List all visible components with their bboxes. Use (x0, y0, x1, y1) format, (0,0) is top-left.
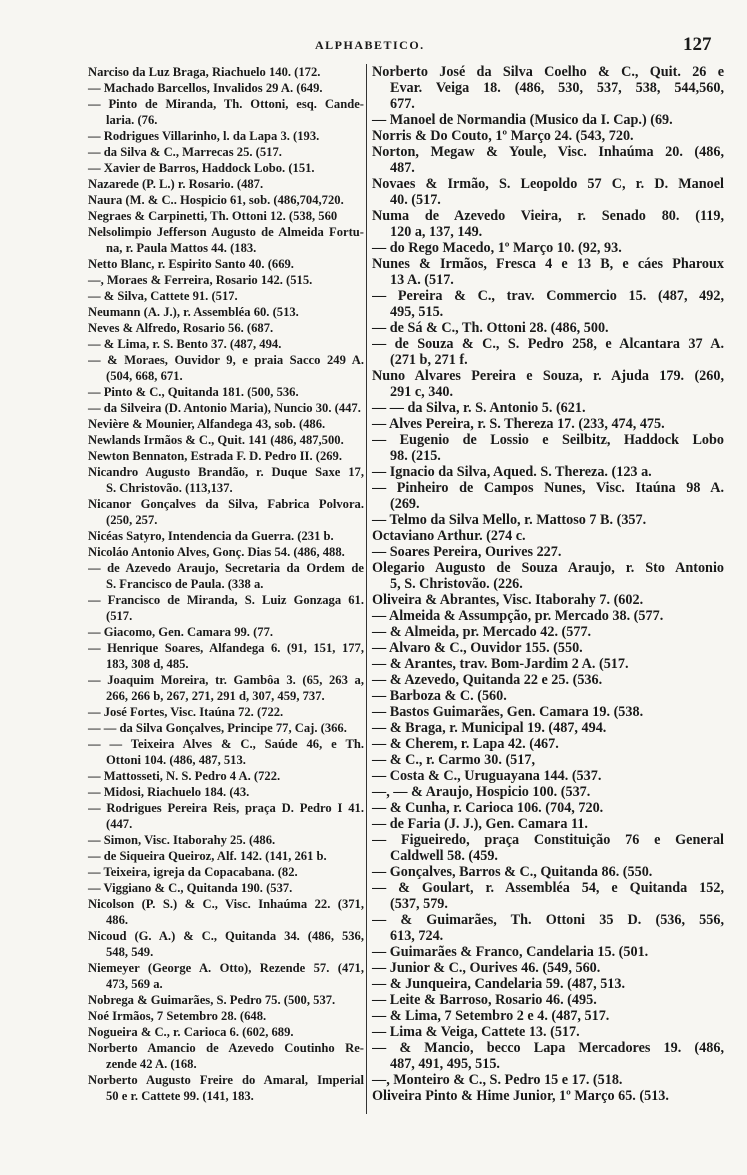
entry-line: — & Lima, r. S. Bento 37. (487, 494. (88, 337, 282, 351)
entry-line: — & Goulart, r. Assembléa 54, e Quitanda 152, (372, 880, 724, 896)
entry-line: Neumann (A. J.), r. Assembléa 60. (513. (88, 305, 299, 319)
entry-continuation-line: 266, 266 b, 267, 271, 291 d, 307, 459, 737. (106, 689, 325, 703)
directory-entry (372, 144, 724, 176)
entry-line: Nevière & Mounier, Alfandega 43, sob. (486. (88, 417, 326, 431)
entry-line: — Pinto de Miranda, Th. Ottoni, esq. Cande- (88, 97, 364, 111)
entry-line: Nobrega & Guimarães, S. Pedro 75. (500, 537. (88, 993, 336, 1007)
directory-entry (372, 608, 724, 624)
entry-line: — Simon, Visc. Itaborahy 25. (486. (88, 833, 276, 847)
directory-entry (88, 352, 364, 384)
entry-line: — & Braga, r. Municipal 19. (487, 494. (372, 720, 607, 736)
directory-entry (372, 880, 724, 912)
entry-continuation-line: 677. (390, 96, 415, 112)
entry-line: Negraes & Carpinetti, Th. Ottoni 12. (538, 560 (88, 209, 338, 223)
entry-line: — Rodrigues Pereira Reis, praça D. Pedro I 41. (88, 801, 364, 815)
directory-entry (88, 384, 364, 400)
entry-line: — — da Silva Gonçalves, Principe 77, Caj. (366. (88, 721, 347, 735)
entry-line: Nicolson (P. S.) & C., Visc. Inhaúma 22. (371, (88, 897, 364, 911)
entry-line: — de Faria (J. J.), Gen. Camara 11. (372, 816, 588, 832)
directory-entry (372, 416, 724, 432)
directory-entry (372, 992, 724, 1008)
entry-line: Octaviano Arthur. (274 c. (372, 528, 526, 544)
directory-entry (88, 448, 364, 464)
entry-line: — Guimarães & Franco, Candelaria 15. (501. (372, 944, 649, 960)
entry-continuation-line: Caldwell 58. (459. (390, 848, 498, 864)
entry-line: — Viggiano & C., Quitanda 190. (537. (88, 881, 293, 895)
directory-entry (372, 208, 724, 240)
directory-entry (88, 80, 364, 96)
entry-line: — Lima & Veiga, Cattete 13. (517. (372, 1024, 580, 1040)
directory-entry (88, 64, 364, 80)
entry-line: Nogueira & C., r. Carioca 6. (602, 689. (88, 1025, 294, 1039)
entry-line: — Alves Pereira, r. S. Thereza 17. (233, 474, 475. (372, 416, 665, 432)
directory-entry (88, 1072, 364, 1104)
directory-entry (88, 224, 364, 256)
entry-line: — Teixeira, igreja da Copacabana. (82. (88, 865, 298, 879)
entry-line: Norberto Amancio de Azevedo Coutinho Re- (88, 1041, 364, 1055)
directory-entry (88, 784, 364, 800)
directory-entry (88, 336, 364, 352)
directory-entry (372, 752, 724, 768)
entry-line: — da Silveira (D. Antonio Maria), Nuncio 30. (447. (88, 401, 361, 415)
entry-line: — Mattosseti, N. S. Pedro 4 A. (722. (88, 769, 281, 783)
entry-line: — & Almeida, pr. Mercado 42. (577. (372, 624, 592, 640)
directory-entry (88, 432, 364, 448)
entry-continuation-line: 291 c, 340. (390, 384, 454, 400)
directory-entry (88, 192, 364, 208)
entry-continuation-line: 120 a, 137, 149. (390, 224, 483, 240)
entry-continuation-line: (447. (106, 817, 133, 831)
entry-line: — do Rego Macedo, 1º Março 10. (92, 93. (372, 240, 622, 256)
directory-entry (88, 832, 364, 848)
directory-entry (372, 240, 724, 256)
directory-entry (88, 592, 364, 624)
entry-continuation-line: 613, 724. (390, 928, 444, 944)
entry-line: Noé Irmãos, 7 Setembro 28. (648. (88, 1009, 267, 1023)
directory-entry (88, 1024, 364, 1040)
entry-continuation-line: (537, 579. (390, 896, 448, 912)
entry-line: Niemeyer (George A. Otto), Rezende 57. (471, (88, 961, 364, 975)
directory-entry (88, 960, 364, 992)
entry-line: — Bastos Guimarães, Gen. Camara 19. (538. (372, 704, 644, 720)
entry-continuation-line: 473, 569 a. (106, 977, 163, 991)
directory-entry (88, 768, 364, 784)
directory-entry (88, 528, 364, 544)
entry-line: Norberto Augusto Freire do Amaral, Imperial (88, 1073, 364, 1087)
entry-continuation-line: 486. (106, 913, 129, 927)
directory-entry (372, 832, 724, 864)
directory-entry (88, 1008, 364, 1024)
directory-entry (372, 800, 724, 816)
entry-line: — de Souza & C., S. Pedro 258, e Alcantara 37 A. (372, 336, 724, 352)
entry-continuation-line: 13 A. (517. (390, 272, 454, 288)
entry-continuation-line: 50 e r. Cattete 99. (141, 183. (106, 1089, 254, 1103)
directory-entry (88, 208, 364, 224)
entry-line: — & Cunha, r. Carioca 106. (704, 720. (372, 800, 604, 816)
entry-line: — Alvaro & C., Ouvidor 155. (550. (372, 640, 583, 656)
entry-continuation-line: 183, 308 d, 485. (106, 657, 189, 671)
directory-entry (88, 272, 364, 288)
entry-line: Nicandro Augusto Brandão, r. Duque Saxe 17, (88, 465, 364, 479)
entry-line: —, Monteiro & C., S. Pedro 15 e 17. (518. (372, 1072, 623, 1088)
entry-line: — & Junqueira, Candelaria 59. (487, 513. (372, 976, 626, 992)
entry-line: — Almeida & Assumpção, pr. Mercado 38. (577. (372, 608, 664, 624)
directory-entry (372, 256, 724, 288)
directory-entry (88, 800, 364, 832)
entry-line: —, Moraes & Ferreira, Rosario 142. (515. (88, 273, 313, 287)
directory-entry (372, 1008, 724, 1024)
directory-entry (88, 464, 364, 496)
entry-line: — & Moraes, Ouvidor 9, e praia Sacco 249 A. (88, 353, 364, 367)
page-number: 127 (683, 34, 712, 55)
entry-line: Norris & Do Couto, 1º Março 24. (543, 720. (372, 128, 634, 144)
directory-entry (372, 816, 724, 832)
directory-entry (372, 784, 724, 800)
directory-entry (372, 704, 724, 720)
directory-entry (372, 736, 724, 752)
directory-entry (88, 256, 364, 272)
directory-entry (88, 928, 364, 960)
entry-line: — de Azevedo Araujo, Secretaria da Ordem de (88, 561, 364, 575)
entry-line: —, — & Araujo, Hospicio 100. (537. (372, 784, 591, 800)
entry-continuation-line: S. Christovão. (113,137. (106, 481, 233, 495)
directory-entry (372, 64, 724, 112)
directory-entry (372, 512, 724, 528)
entry-line: — Gonçalves, Barros & C., Quitanda 86. (550. (372, 864, 653, 880)
entry-line: Nuno Alvares Pereira e Souza, r. Ajuda 179. (260, (372, 368, 724, 384)
right-column (372, 64, 724, 1104)
entry-line: — da Silva & C., Marrecas 25. (517. (88, 145, 282, 159)
directory-entry (372, 336, 724, 368)
directory-entry (372, 864, 724, 880)
entry-line: — Pinto & C., Quitanda 181. (500, 536. (88, 385, 299, 399)
directory-entry (88, 128, 364, 144)
directory-entry (88, 288, 364, 304)
column-divider (366, 64, 367, 1114)
directory-entry (88, 880, 364, 896)
directory-entry (88, 160, 364, 176)
entry-line: Nunes & Irmãos, Fresca 4 e 13 B, e cáes Pharoux (372, 256, 724, 272)
entry-line: — & Azevedo, Quitanda 22 e 25. (536. (372, 672, 603, 688)
directory-entry (372, 768, 724, 784)
directory-entry (372, 544, 724, 560)
directory-entry (88, 144, 364, 160)
entry-line: Nicanor Gonçalves da Silva, Fabrica Polvora. (88, 497, 364, 511)
entry-line: — Junior & C., Ourives 46. (549, 560. (372, 960, 601, 976)
entry-line: — Costa & C., Uruguayana 144. (537. (372, 768, 602, 784)
entry-line: — Ignacio da Silva, Aqued. S. Thereza. (123 a. (372, 464, 652, 480)
entry-line: — Leite & Barroso, Rosario 46. (495. (372, 992, 597, 1008)
directory-entry (88, 672, 364, 704)
entry-line: — Rodrigues Villarinho, l. da Lapa 3. (193. (88, 129, 320, 143)
entry-line: — & Guimarães, Th. Ottoni 35 D. (536, 556, (372, 912, 724, 928)
directory-entry (88, 544, 364, 560)
entry-line: Newton Bennaton, Estrada F. D. Pedro II. (269. (88, 449, 342, 463)
entry-continuation-line: (517. (106, 609, 133, 623)
directory-entry (372, 464, 724, 480)
entry-line: Nicoud (G. A.) & C., Quitanda 34. (486, 536, (88, 929, 364, 943)
directory-entry (372, 672, 724, 688)
entry-line: — & Lima, 7 Setembro 2 e 4. (487, 517. (372, 1008, 610, 1024)
directory-entry (372, 624, 724, 640)
entry-line: Nazarede (P. L.) r. Rosario. (487. (88, 177, 264, 191)
directory-entry (372, 432, 724, 464)
entry-continuation-line: 40. (517. (390, 192, 441, 208)
entry-continuation-line: Evar. Veiga 18. (486, 530, 537, 538, 544,560, (390, 80, 724, 96)
entry-line: — Machado Barcellos, Invalidos 29 A. (649. (88, 81, 323, 95)
entry-line: — José Fortes, Visc. Itaúna 72. (722. (88, 705, 284, 719)
directory-entry (88, 416, 364, 432)
directory-entry (88, 304, 364, 320)
entry-continuation-line: 495, 515. (390, 304, 444, 320)
directory-entry (88, 560, 364, 592)
entry-continuation-line: S. Francisco de Paula. (338 a. (106, 577, 264, 591)
directory-entry (88, 624, 364, 640)
directory-entry (372, 528, 724, 544)
directory-entry (372, 128, 724, 144)
entry-line: — Henrique Soares, Alfandega 6. (91, 151, 177, (88, 641, 364, 655)
entry-continuation-line: (250, 257. (106, 513, 158, 527)
entry-line: Norton, Megaw & Youle, Visc. Inhaúma 20. (486, (372, 144, 724, 160)
entry-line: Olegario Augusto de Souza Araujo, r. Sto Antonio (372, 560, 724, 576)
directory-entry (372, 592, 724, 608)
entry-line: Norberto José da Silva Coelho & C., Quit. 26 e (372, 64, 724, 80)
entry-line: — Telmo da Silva Mello, r. Mattoso 7 B. (357. (372, 512, 647, 528)
entry-line: — Barboza & C. (560. (372, 688, 507, 704)
entry-line: — Giacomo, Gen. Camara 99. (77. (88, 625, 274, 639)
directory-entry (88, 96, 364, 128)
entry-line: — — Teixeira Alves & C., Saúde 46, e Th. (88, 737, 364, 751)
directory-entry (372, 560, 724, 592)
entry-line: Neves & Alfredo, Rosario 56. (687. (88, 321, 274, 335)
entry-line: — Soares Pereira, Ourives 227. (372, 544, 562, 560)
directory-entry (88, 704, 364, 720)
directory-entry (372, 960, 724, 976)
directory-entry (88, 320, 364, 336)
entry-line: Nicéas Satyro, Intendencia da Guerra. (231 b. (88, 529, 334, 543)
left-column (88, 64, 364, 1104)
directory-entry (372, 320, 724, 336)
running-header: ALPHABETICO. (315, 38, 425, 52)
entry-continuation-line: 98. (215. (390, 448, 441, 464)
directory-entry (88, 176, 364, 192)
directory-entry (372, 688, 724, 704)
entry-line: — & Cherem, r. Lapa 42. (467. (372, 736, 559, 752)
directory-entry (372, 944, 724, 960)
entry-line: Nelsolimpio Jefferson Augusto de Almeida Fortu- (88, 225, 364, 239)
entry-line: Oliveira Pinto & Hime Junior, 1º Março 65. (513. (372, 1088, 669, 1104)
entry-continuation-line: 487. (390, 160, 415, 176)
directory-entry (372, 176, 724, 208)
entry-continuation-line: laria. (76. (106, 113, 158, 127)
entry-line: Novaes & Irmão, S. Leopoldo 57 C, r. D. Manoel (372, 176, 724, 192)
directory-entry (372, 1040, 724, 1072)
directory-entry (372, 912, 724, 944)
entry-continuation-line: (269. (390, 496, 420, 512)
entry-line: — Eugenio de Lossio e Seilbitz, Haddock Lobo (372, 432, 724, 448)
entry-continuation-line: 5, S. Christovão. (226. (390, 576, 523, 592)
directory-entry (372, 368, 724, 400)
directory-entry (88, 640, 364, 672)
entry-line: Newlands Irmãos & C., Quit. 141 (486, 487,500. (88, 433, 344, 447)
directory-entry (88, 992, 364, 1008)
entry-line: — de Sá & C., Th. Ottoni 28. (486, 500. (372, 320, 609, 336)
directory-entry (88, 896, 364, 928)
entry-line: — Midosi, Riachuelo 184. (43. (88, 785, 250, 799)
directory-entry (372, 640, 724, 656)
entry-line: — & Arantes, trav. Bom-Jardim 2 A. (517. (372, 656, 629, 672)
directory-entry (88, 848, 364, 864)
entry-continuation-line: Ottoni 104. (486, 487, 513. (106, 753, 246, 767)
directory-entry (88, 864, 364, 880)
entry-continuation-line: (504, 668, 671. (106, 369, 183, 383)
entry-line: Naura (M. & C.. Hospicio 61, sob. (486,704,720. (88, 193, 344, 207)
entry-line: — Manoel de Normandia (Musico da I. Cap.) (69. (372, 112, 673, 128)
entry-line: — & C., r. Carmo 30. (517, (372, 752, 536, 768)
entry-line: — & Mancio, becco Lapa Mercadores 19. (486, (372, 1040, 724, 1056)
entry-continuation-line: zende 42 A. (168. (106, 1057, 197, 1071)
directory-entry (372, 480, 724, 512)
directory-entry (372, 1088, 724, 1104)
directory-entry (88, 720, 364, 736)
directory-entry (372, 288, 724, 320)
entry-line: — Xavier de Barros, Haddock Lobo. (151. (88, 161, 315, 175)
directory-entry (372, 720, 724, 736)
entry-continuation-line: 548, 549. (106, 945, 154, 959)
directory-entry (372, 976, 724, 992)
directory-entry (372, 1072, 724, 1088)
directory-entry (88, 1040, 364, 1072)
entry-line: Narciso da Luz Braga, Riachuelo 140. (172. (88, 65, 321, 79)
entry-line: — de Siqueira Queiroz, Alf. 142. (141, 261 b. (88, 849, 327, 863)
entry-line: — Figueiredo, praça Constituição 76 e General (372, 832, 724, 848)
directory-entry (372, 656, 724, 672)
entry-line: — Francisco de Miranda, S. Luiz Gonzaga 61. (88, 593, 364, 607)
directory-entry (372, 112, 724, 128)
entry-line: Oliveira & Abrantes, Visc. Itaborahy 7. (602. (372, 592, 644, 608)
directory-entry (372, 400, 724, 416)
directory-entry (372, 1024, 724, 1040)
entry-line: — Joaquim Moreira, tr. Gambôa 3. (65, 263 a, (88, 673, 364, 687)
entry-line: — Pereira & C., trav. Commercio 15. (487, 492, (372, 288, 724, 304)
directory-entry (88, 496, 364, 528)
entry-line: Nicoláo Antonio Alves, Gonç. Dias 54. (486, 488. (88, 545, 345, 559)
entry-line: Netto Blanc, r. Espirito Santo 40. (669. (88, 257, 294, 271)
entry-line: — — da Silva, r. S. Antonio 5. (621. (372, 400, 586, 416)
entry-continuation-line: (271 b, 271 f. (390, 352, 468, 368)
directory-entry (88, 736, 364, 768)
entry-line: — & Silva, Cattete 91. (517. (88, 289, 238, 303)
entry-line: — Pinheiro de Campos Nunes, Visc. Itaúna 98 A. (372, 480, 724, 496)
entry-continuation-line: na, r. Paula Mattos 44. (183. (106, 241, 257, 255)
directory-entry (88, 400, 364, 416)
entry-continuation-line: 487, 491, 495, 515. (390, 1056, 500, 1072)
entry-line: Numa de Azevedo Vieira, r. Senado 80. (119, (372, 208, 724, 224)
